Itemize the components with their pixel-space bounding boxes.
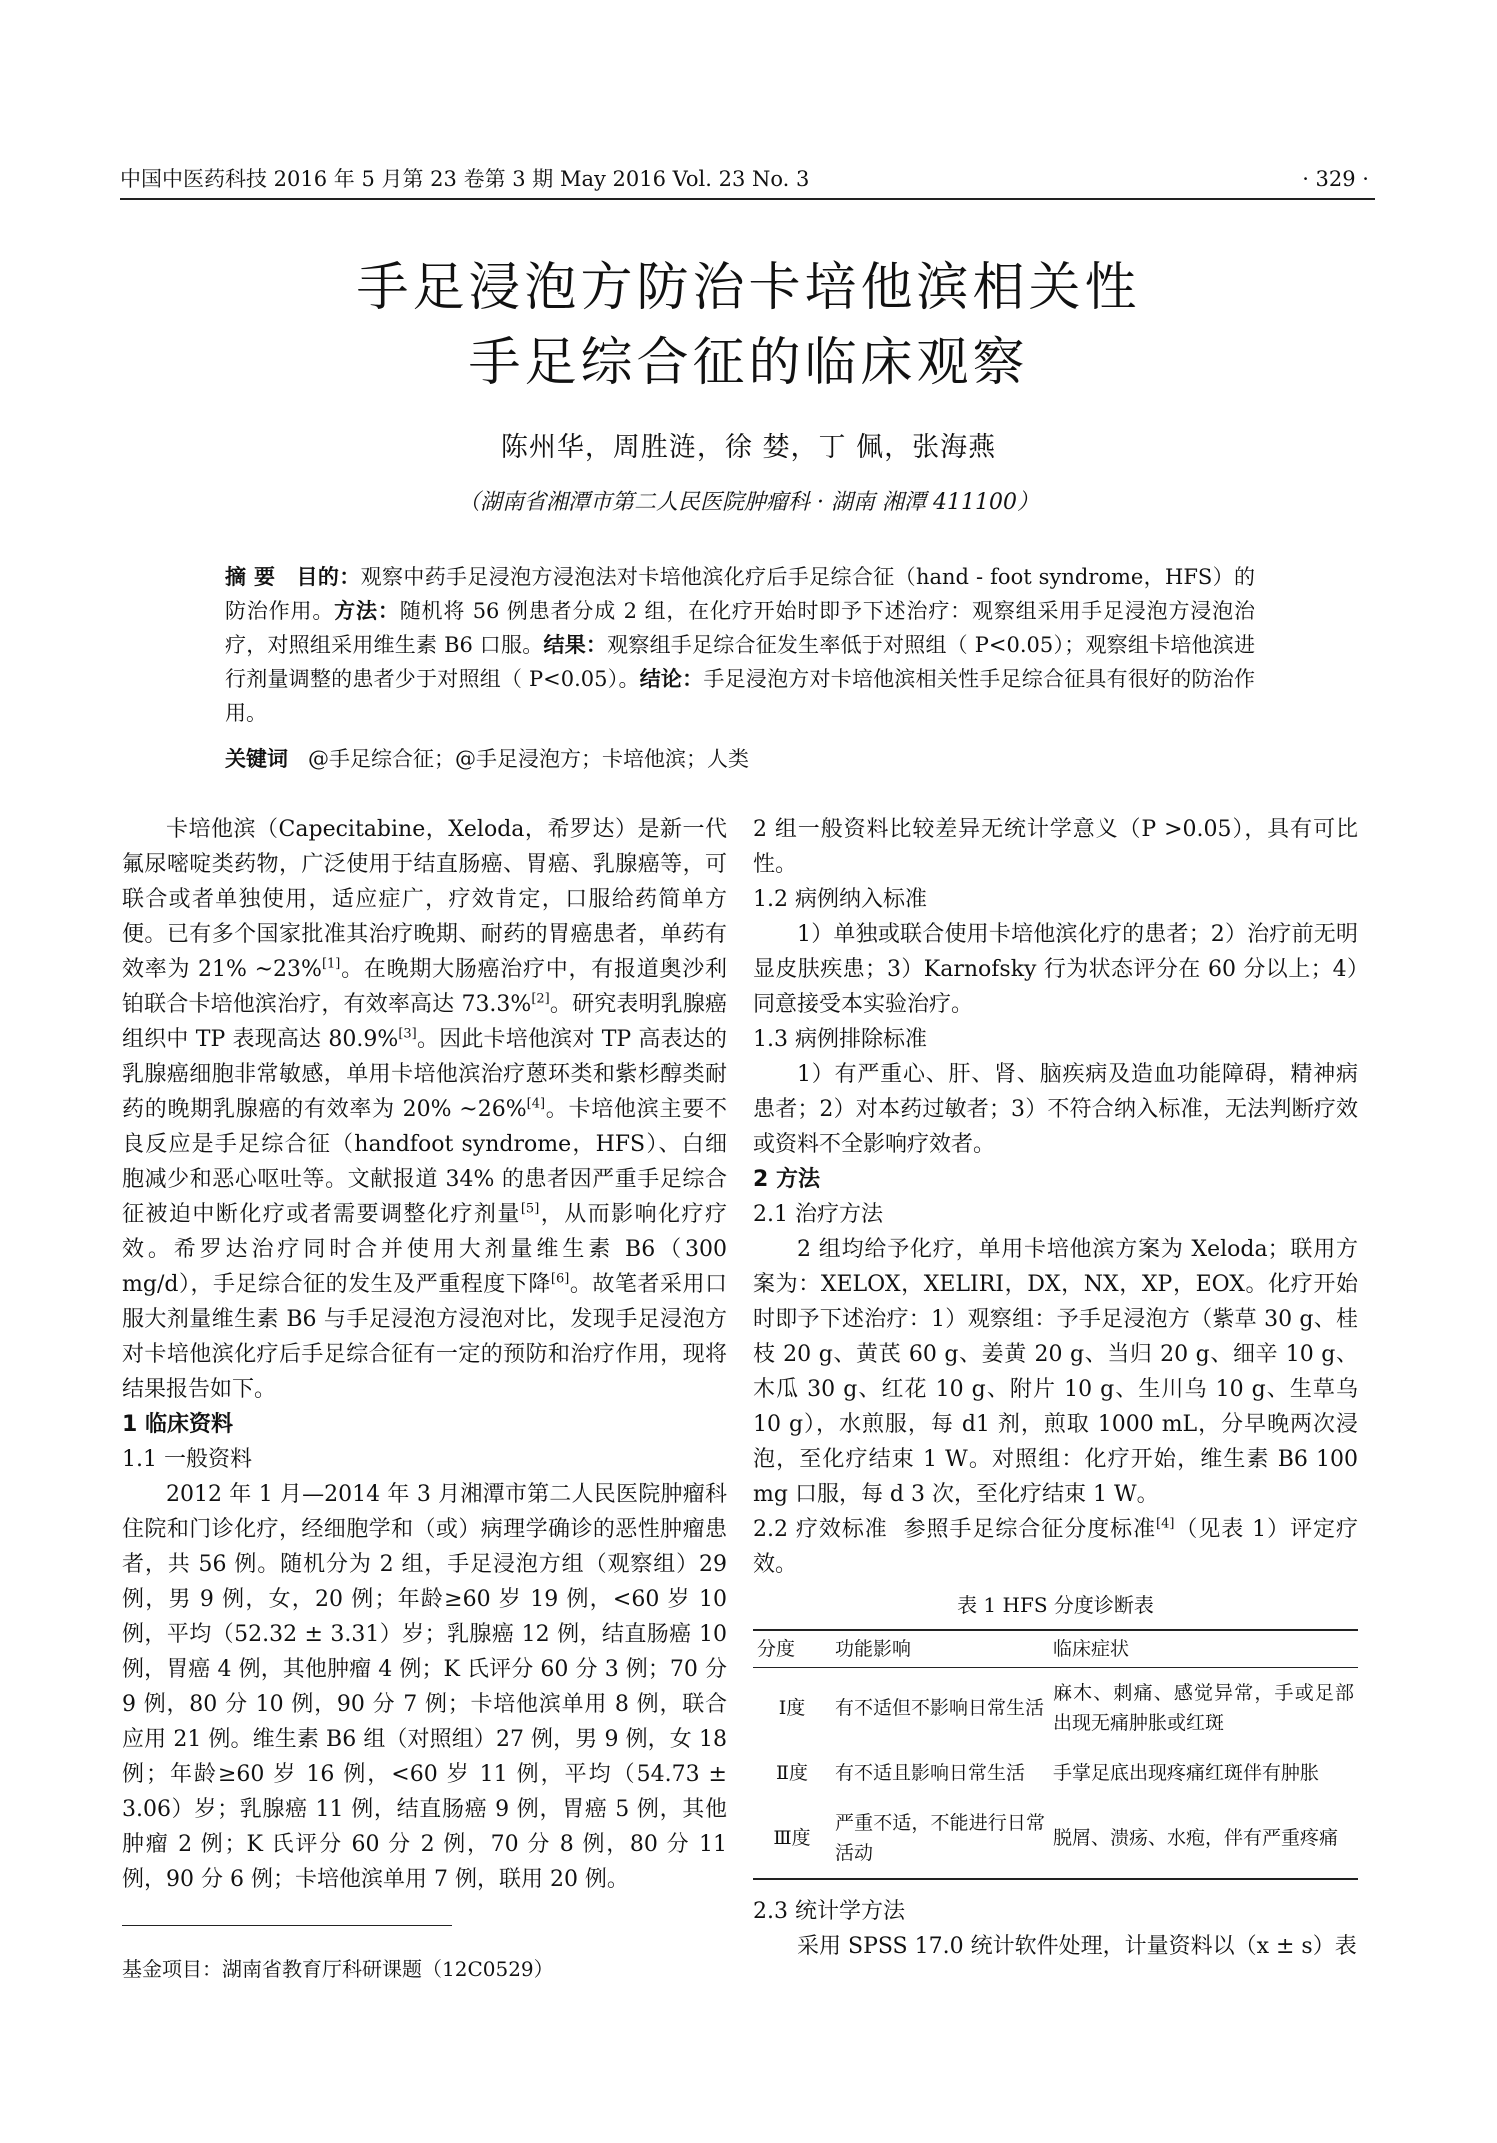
table-row	[753, 1748, 1358, 1798]
page-number: · 329 ·	[1302, 167, 1369, 191]
running-header	[120, 160, 1375, 200]
intro-text-1: 卡培他滨（Capecitabine，Xeloda，希罗达）是新一代氟尿嘧啶类药物，广泛使用于结直肠癌、胃癌、乳腺癌等，可联合或者单独使用，适应症广，疗效肯定，口服给药简单方便。已有多个国家批准其治疗晚期、耐药的胃癌患者，单药有效率为 21% ~23%	[122, 817, 727, 982]
left-column	[122, 812, 727, 1897]
intro-text-6: ，从而影响化疗疗效。希罗达治疗同时合并使用大剂量维生素 B6（300 mg/d），手足综合征的发生及严重程度下降	[122, 1202, 727, 1297]
section-2-1-heading: 2.1 治疗方法	[753, 1202, 883, 1227]
keywords-label: 关键词	[225, 747, 288, 771]
treatment-paragraph: 2 组均给予化疗，单用卡培他滨方案为 Xeloda；联用方案为：XELOX，XELIRI，DX，NX，XP，EOX。化疗开始时即予下述治疗：1）观察组：予手足浸泡方（紫草 30 g、桂枝 20 g、黄芪 60 g、姜黄 20 g、当归 20 g、细辛 10 g、木瓜 30 g、红花 10 g、附片 10 g、生川乌 10 g、生草乌 10 g），水煎服，每 d1 剂，煎取 1000 mL，分早晚两次浸泡，至化疗结束 1 W。对照组：化疗开始，维生素 B6 100 mg 口服，每 d 3 次，至化疗结束 1 W。	[753, 1237, 1358, 1507]
intro-paragraph	[122, 812, 727, 1407]
abstract-label: 摘 要	[225, 565, 276, 589]
ref-6: [6]	[550, 1271, 570, 1287]
table-cell: Ⅰ度	[778, 1697, 806, 1719]
intro-text-7: 。故笔者采用口服大剂量维生素 B6 与手足浸泡方浸泡对比，发现手足浸泡方对卡培他滨化疗后手足综合征有一定的预防和治疗作用，现将结果报告如下。	[122, 1272, 727, 1402]
conclusion-text: 手足浸泡方对卡培他滨相关性手足综合征具有很好的防治作用。	[225, 667, 1256, 725]
criteria-text-a: 参照手足综合征分度标准	[903, 1517, 1157, 1542]
right-column	[753, 812, 1358, 1964]
methods-text: 随机将 56 例患者分成 2 组，在化疗开始时即予下述治疗：观察组采用手足浸泡方浸泡治疗，对照组采用维生素 B6 口服。	[225, 599, 1256, 657]
section-1-heading: 1 临床资料	[122, 1412, 233, 1437]
keywords-text: @手足综合征；@手足浸泡方；卡培他滨；人类	[308, 747, 750, 771]
intro-text-2: 。在晚期大肠癌治疗中，有报道奥沙利铂联合卡培他滨治疗，有效率高达 73.3%	[122, 957, 727, 1017]
intro-text-4: 。因此卡培他滨对 TP 高表达的乳腺癌细胞非常敏感，单用卡培他滨治疗蒽环类和紫杉醇类耐药的晚期乳腺癌的有效率为 20% ~26%	[122, 1027, 727, 1122]
footnote-divider	[122, 1925, 452, 1926]
journal-info: 中国中医药科技 2016 年 5 月第 23 卷第 3 期 May 2016 Vol. 23 No. 3	[120, 167, 810, 191]
table-header-cell: 临床症状	[1049, 1630, 1358, 1668]
section-1-1-heading: 1.1 一般资料	[122, 1447, 252, 1472]
abstract	[225, 560, 1255, 730]
continued-paragraph: 2 组一般资料比较差异无统计学意义（P >0.05），具有可比性。	[753, 817, 1358, 877]
table-cell: 严重不适，不能进行日常活动	[835, 1812, 1045, 1864]
section-2-heading: 2 方法	[753, 1167, 820, 1192]
table-header-cell: 功能影响	[831, 1630, 1049, 1668]
table-row	[753, 1668, 1358, 1749]
results-label: 结果：	[543, 633, 608, 657]
table-cell: 麻木、刺痛、感觉异常，手或足部出现无痛肿胀或红斑	[1053, 1682, 1354, 1734]
section-1-3-heading: 1.3 病例排除标准	[753, 1027, 927, 1052]
title-line-1: 手足浸泡方防治卡培他滨相关性	[356, 258, 1141, 318]
objective-text: 观察中药手足浸泡方浸泡法对卡培他滨化疗后手足综合征（hand - foot syndrome，HFS）的防治作用。	[225, 565, 1256, 623]
intro-text-3: 。研究表明乳腺癌组织中 TP 表现高达 80.9%	[122, 992, 727, 1052]
table-cell: 有不适且影响日常生活	[835, 1762, 1026, 1784]
table-cell: 有不适但不影响日常生活	[835, 1697, 1045, 1719]
authors: 陈州华，周胜涟，徐 婪，丁 佩，张海燕	[500, 432, 997, 463]
table-caption: 表 1 HFS 分度诊断表	[957, 1593, 1154, 1617]
criteria-text-b: （见表 1）评定疗效。	[753, 1517, 1358, 1577]
table-header-cell: 分度	[753, 1630, 831, 1668]
general-data-paragraph: 2012 年 1 月—2014 年 3 月湘潭市第二人民医院肿瘤科住院和门诊化疗，经细胞学和（或）病理学确诊的恶性肿瘤患者，共 56 例。随机分为 2 组，手足浸泡方组（观察组）29 例，男 9 例，女，20 例；年龄≥60 岁 19 例，<60 岁 10 例，平均（52.32 ± 3.31）岁；乳腺癌 12 例，结直肠癌 10 例，胃癌 4 例，其他肿瘤 4 例；K 氏评分 60 分 3 例；70 分 9 例，80 分 10 例，90 分 7 例；卡培他滨单用 8 例，联合应用 21 例。维生素 B6 组（对照组）27 例，男 9 例，女 18 例；年龄≥60 岁 16 例，<60 岁 11 例，平均（54.73 ± 3.06）岁；乳腺癌 11 例，结直肠癌 9 例，胃癌 5 例，其他肿瘤 2 例；K 氏评分 60 分 2 例，70 分 8 例，80 分 11 例，90 分 6 例；卡培他滨单用 7 例，联用 20 例。	[122, 1482, 727, 1892]
table-row	[753, 1798, 1358, 1879]
ref-table: [4]	[1156, 1516, 1175, 1532]
funding-footnote: 基金项目：湖南省教育厅科研课题（12C0529）	[122, 1957, 554, 1981]
section-2-3-heading: 2.3 统计学方法	[753, 1899, 905, 1924]
table-cell: 手掌足底出现疼痛红斑伴有肿胀	[1053, 1762, 1320, 1784]
ref-4: [4]	[526, 1096, 546, 1112]
table-header-row	[753, 1630, 1358, 1668]
ref-5: [5]	[520, 1201, 540, 1217]
table-cell: 脱屑、溃疡、水疱，伴有严重疼痛	[1053, 1827, 1339, 1849]
hfs-table	[753, 1629, 1358, 1880]
ref-2: [2]	[531, 991, 550, 1007]
statistics-paragraph: 采用 SPSS 17.0 统计软件处理，计量资料以（x ± s）表	[797, 1934, 1357, 1959]
ref-1: [1]	[321, 956, 341, 972]
section-1-2-heading: 1.2 病例纳入标准	[753, 887, 927, 912]
methods-label: 方法：	[334, 599, 400, 623]
criteria-paragraph	[753, 1512, 1358, 1582]
objective-label: 目的：	[296, 565, 361, 589]
keywords	[225, 743, 1255, 773]
inclusion-paragraph: 1）单独或联合使用卡培他滨化疗的患者；2）治疗前无明显皮肤疾患；3）Karnofsky 行为状态评分在 60 分以上；4）同意接受本实验治疗。	[753, 922, 1358, 1017]
table-cell: Ⅲ度	[773, 1827, 811, 1849]
results-text: 观察组手足综合征发生率低于对照组（ P<0.05）；观察组卡培他滨进行剂量调整的患者少于对照组（ P<0.05）。	[225, 633, 1255, 691]
affiliation: （湖南省湘潭市第二人民医院肿瘤科 · 湖南 湘潭 411100）	[458, 490, 1039, 515]
table-cell: Ⅱ度	[776, 1762, 808, 1784]
section-2-2-heading: 2.2 疗效标准	[753, 1517, 888, 1542]
title-line-2: 手足综合征的临床观察	[468, 333, 1029, 393]
intro-text-5: 。卡培他滨主要不良反应是手足综合征（handfoot syndrome，HFS）、白细胞减少和恶心呕吐等。文献报道 34% 的患者因严重手足综合征被迫中断化疗或者需要调整化疗剂量	[122, 1097, 727, 1227]
exclusion-paragraph: 1）有严重心、肝、肾、脑疾病及造血功能障碍，精神病患者；2）对本药过敏者；3）不符合纳入标准，无法判断疗效或资料不全影响疗效者。	[753, 1062, 1358, 1157]
conclusion-label: 结论：	[639, 667, 704, 691]
ref-3: [3]	[398, 1026, 417, 1042]
